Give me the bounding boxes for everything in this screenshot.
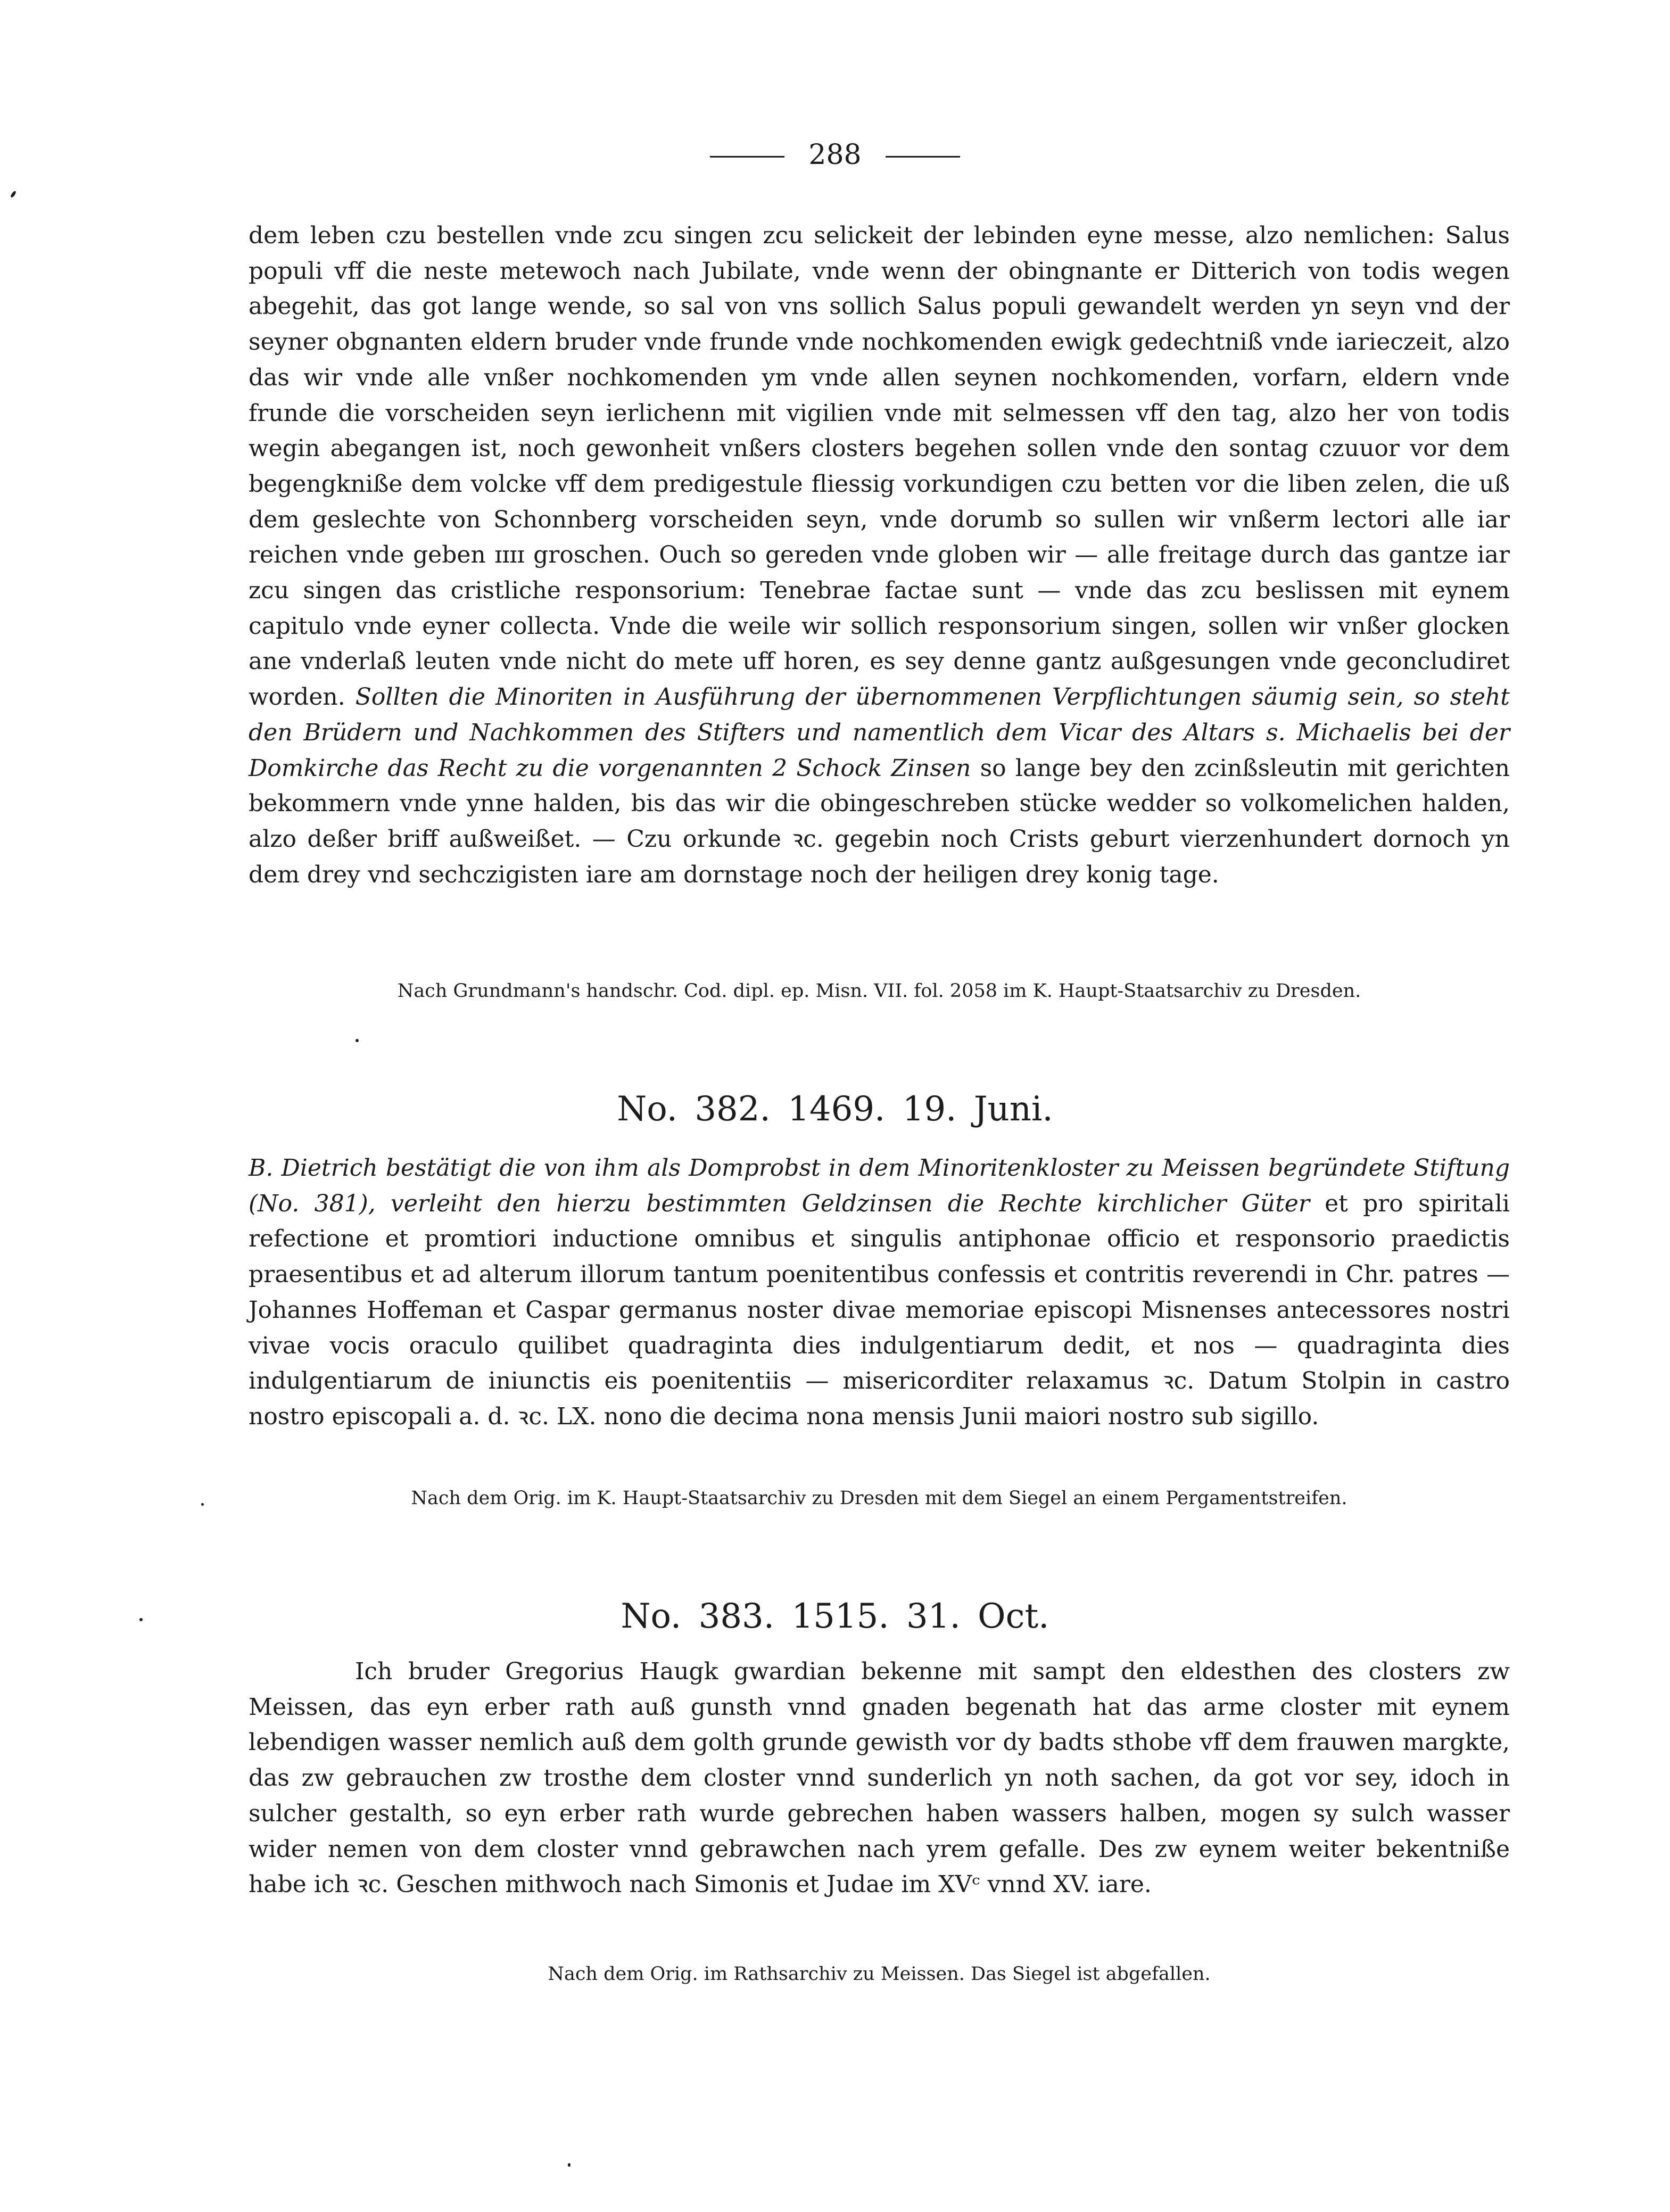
doc-383-source-note: Nach dem Orig. im Rathsarchiv zu Meissen. Das Siegel ist abgefallen.: [548, 1963, 1211, 1985]
header-rule-left: [710, 156, 784, 158]
intro-text-after: so lange bey den zcinßsleutin mit gerichten bekommern vnde ynne halden, bis das wir die obingeschreben stücke wedder so volkomelichen halden, alzo deßer briff außweißet. — Czu orkunde ꝛc. gegebin noch Crists geburt vierzenhundert dornoch yn dem drey vnd sechczigisten iare am dornstage noch der heiligen drey konig tage.: [249, 754, 1510, 888]
intro-body: [249, 218, 1510, 893]
page-number: 288: [808, 139, 862, 171]
doc-383-paragraph: Ich bruder Gregorius Haugk gwardian bekenne mit sampt den eldesthen des closters zw Meissen, das eyn erber rath auß gunsth vnnd gnaden begenath hat das arme closter mit eynem lebendigen wasser nemlich auß dem golth grunde gewisth vor dy badts sthobe vff dem frauwen margkte, das zw gebrauchen zw trosthe dem closter vnnd sunderlich yn noth sachen, da got vor sey, idoch in sulcher gestalth, so eyn erber rath wurde gebrechen haben wassers halben, mogen sy sulch wasser wider nemen von dem closter vnnd gebrawchen nach yrem gefalle. Des zw eynem weiter bekentniße habe ich ꝛc. Geschen mithwoch nach Simonis et Judae im XVᶜ vnnd XV. iare.: [249, 1658, 1510, 1899]
intro-paragraph: [249, 218, 1510, 893]
doc-382-paragraph: [249, 1151, 1510, 1435]
scan-speck: [356, 1039, 359, 1042]
intro-text-before: dem leben czu bestellen vnde zcu singen zcu selickeit der lebinden eyne messe, alzo nemlichen: Salus populi vff die neste metewoch nach Jubilate, vnde wenn der obingnante er Ditterich von todis wegen abegehit, das got lange wende, so sal von vns sollich Salus populi gewandelt werden yn seyn vnd der seyner obgnanten eldern bruder vnde frunde vnde nochkomenden ewigk gedechtniß vnde iarieczeit, alzo das wir vnde alle vnßer nochkomenden ym vnde allen seynen nochkomenden, vorfarn, eldern vnde frunde die vorscheiden seyn ierlichenn mit vigilien vnde mit selmessen vff den tag, alzo her von todis wegin abegangen ist, noch gewonheit vnßers closters begehen sollen vnde den sontag czuuor vor dem begengkniße dem volcke vff dem predigestule fliessig vorkundigen czu betten vor die liben zelen, die uß dem geslechte von Schonnberg vorscheiden seyn, vnde dorumb so sullen wir vnßerm lectori alle iar reichen vnde geben ɪɪɪɪ groschen. Ouch so gereden vnde globen wir — alle freitage durch das gantze iar zcu singen das cristliche responsorium: Tenebrae factae sunt — vnde das zcu beslissen mit eynem capitulo vnde eyner collecta. Vnde die weile wir sollich responsorium singen, sollen wir vnßer glocken ane vnderlaß leuten vnde nicht do mete uff horen, es sey denne gantz außgesungen vnde geconcludiret worden.: [249, 222, 1510, 711]
doc-382-body: [249, 1151, 1510, 1435]
scan-speck: [10, 191, 17, 199]
doc-382-text: et pro spiritali refectione et promtiori inductione omnibus et singulis antiphonae officio et responsorio praedictis praesentibus et ad alterum illorum tantum poenitentibus confessis et contritis reverendi in Chr. patres — Johannes Hoffeman et Caspar germanus noster divae memoriae episcopi Misnenses antecessores nostri vivae vocis oraculo quilibet quadraginta dies indulgentiarum dedit, et nos — quadraginta dies indulgentiarum de iniunctis eis poenitentiis — misericorditer relaxamus ꝛc. Datum Stolpin in castro nostro episcopali a. d. ꝛc. LX. nono die decima nona mensis Junii maiori nostro sub sigillo.: [249, 1190, 1510, 1430]
doc-383-body: [249, 1654, 1510, 1903]
doc-383-heading: No. 383. 1515. 31. Oct.: [621, 1597, 1049, 1636]
page-header: [0, 141, 1670, 169]
scan-speck: [201, 1503, 204, 1506]
header-rule-right: [886, 156, 960, 158]
intro-italic-summary: Sollten die Minoriten in Ausführung der übernommenen Verpflichtungen säumig sein, so steht den Brüdern und Nachkommen des Stifters und namentlich dem Vicar des Altars s. Michaelis bei der Domkirche das Recht zu die vorgenannten 2 Schock Zinsen: [249, 683, 1510, 782]
doc-382-italic-summary: B. Dietrich bestätigt die von ihm als Domprobst in dem Minoritenkloster zu Meissen begründete Stiftung (No. 381), verleiht den hierzu bestimmten Geldzinsen die Rechte kirchlicher Güter: [249, 1154, 1510, 1217]
doc-382-heading: No. 382. 1469. 19. Juni.: [617, 1090, 1053, 1129]
scan-speck: [139, 1618, 143, 1621]
scan-speck: [568, 2163, 571, 2167]
intro-source-note: Nach Grundmann's handschr. Cod. dipl. ep. Misn. VII. fol. 2058 im K. Haupt-Staatsarchiv zu Dresden.: [397, 980, 1361, 1002]
doc-382-source-note: Nach dem Orig. im K. Haupt-Staatsarchiv zu Dresden mit dem Siegel an einem Pergamentstreifen.: [411, 1488, 1347, 1509]
